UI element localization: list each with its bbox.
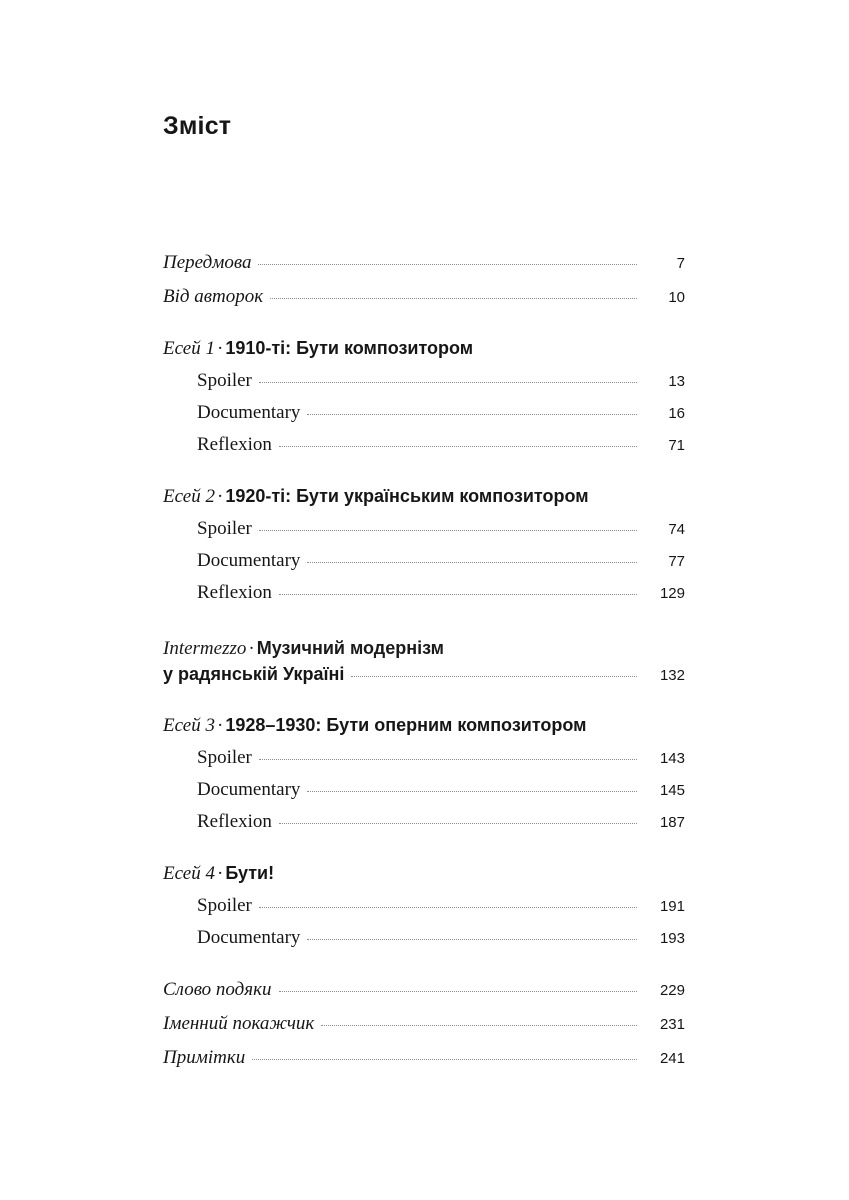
toc-intermezzo-heading-line1: Музичний модернізм	[256, 638, 444, 658]
toc-essay-title	[163, 715, 586, 737]
toc-subentry-documentary-2[interactable]	[197, 550, 685, 572]
toc-subentry-reflexion-2[interactable]	[197, 582, 685, 604]
toc-essay-separator: ·	[216, 486, 224, 507]
toc-subentry-page: 129	[659, 585, 685, 602]
toc-subentry-label: Documentary	[197, 550, 301, 571]
toc-subentry-label: Reflexion	[197, 582, 272, 603]
toc-subentry-spoiler-3[interactable]	[197, 747, 685, 769]
toc-subentry-page: 193	[659, 929, 685, 947]
toc-entry-label: Передмова	[163, 252, 252, 273]
toc-subentry-documentary-3[interactable]	[197, 779, 685, 801]
toc-essay-separator: ·	[216, 714, 224, 736]
toc-essay-heading-1[interactable]	[163, 338, 685, 360]
toc-entry-notes[interactable]	[163, 1047, 685, 1069]
toc-essay-separator: ·	[216, 862, 224, 884]
toc-entry-page: 7	[676, 255, 685, 272]
toc-entry-page: 241	[659, 1049, 685, 1067]
toc-essay-marker: Есей 3	[163, 714, 215, 736]
toc-subentry-page: 187	[659, 813, 685, 831]
toc-essay-heading-2[interactable]	[163, 486, 685, 508]
toc-subentry-page: 71	[668, 437, 685, 454]
toc-entry-name-index[interactable]	[163, 1013, 685, 1035]
toc-entry-label: Іменний покажчик	[163, 1012, 315, 1034]
toc-intermezzo-page: 132	[659, 666, 685, 684]
toc-intermezzo-separator: ·	[248, 638, 255, 659]
toc-subentry-page: 13	[668, 373, 685, 390]
toc-subentry-page: 143	[659, 749, 685, 767]
toc-subentry-spoiler-4[interactable]	[197, 895, 685, 917]
leader-dots	[259, 382, 637, 383]
leader-dots	[279, 991, 637, 992]
toc-subentry-label: Spoiler	[197, 894, 252, 916]
leader-dots	[279, 594, 637, 595]
toc-essay-marker: Есей 4	[163, 862, 215, 884]
toc-subentry-label: Documentary	[197, 926, 301, 948]
toc-essay-title	[163, 863, 274, 885]
toc-intermezzo-line-1	[163, 635, 685, 664]
toc-entry-label: Слово подяки	[163, 978, 272, 1000]
toc-subentry-label: Spoiler	[197, 746, 252, 768]
toc-intermezzo-label	[163, 664, 344, 685]
leader-dots	[321, 1025, 637, 1026]
toc-essay-marker: Есей 1	[163, 338, 215, 359]
toc-essay-title	[163, 486, 589, 508]
toc-subentry-page: 77	[668, 553, 685, 570]
leader-dots	[307, 414, 637, 415]
toc-subentry-label: Documentary	[197, 778, 301, 800]
toc-subentry-reflexion-1[interactable]	[197, 434, 685, 456]
toc-entry-page: 229	[659, 981, 685, 999]
toc-subentry-label: Documentary	[197, 402, 301, 423]
page-title: Зміст	[163, 112, 232, 140]
toc-entry-label: Від авторок	[163, 286, 264, 307]
toc-essay-heading-3[interactable]	[163, 715, 685, 737]
toc-entry-label: Примітки	[163, 1046, 246, 1068]
leader-dots	[279, 446, 637, 447]
toc-subentry-label: Reflexion	[197, 434, 272, 455]
toc-subentry-page: 16	[668, 405, 685, 422]
toc-subentry-label: Reflexion	[197, 810, 272, 832]
leader-dots	[307, 791, 637, 792]
toc-intermezzo-entry[interactable]	[163, 635, 685, 685]
toc-entry-foreword[interactable]	[163, 252, 685, 274]
toc-intermezzo-line-2	[163, 664, 685, 685]
toc-subentry-page: 191	[659, 897, 685, 915]
leader-dots	[279, 823, 637, 824]
toc-subentry-documentary-1[interactable]	[197, 402, 685, 424]
toc-essay-title	[163, 338, 473, 360]
toc-essay-heading-text: 1928–1930: Бути оперним композитором	[225, 714, 587, 735]
toc-subentry-documentary-4[interactable]	[197, 927, 685, 949]
leader-dots	[252, 1059, 637, 1060]
toc-essay-separator: ·	[216, 338, 224, 359]
table-of-contents	[163, 252, 685, 1081]
toc-essay-heading-4[interactable]	[163, 863, 685, 885]
toc-subentry-label: Spoiler	[197, 370, 252, 391]
toc-essay-heading-text: 1910-ті: Бути композитором	[225, 338, 474, 358]
leader-dots	[259, 530, 637, 531]
toc-subentry-page: 74	[668, 521, 685, 538]
leader-dots	[259, 759, 637, 760]
toc-subentry-spoiler-2[interactable]	[197, 518, 685, 540]
leader-dots	[307, 939, 637, 940]
toc-subentry-reflexion-3[interactable]	[197, 811, 685, 833]
toc-essay-heading-text: 1920-ті: Бути українським композитором	[225, 486, 589, 506]
leader-dots	[258, 264, 637, 265]
toc-intermezzo-heading-line2: у радянській Україні	[163, 663, 345, 684]
toc-essay-marker: Есей 2	[163, 486, 215, 507]
toc-subentry-label: Spoiler	[197, 518, 252, 539]
toc-entry-page: 10	[668, 289, 685, 306]
leader-dots	[351, 676, 637, 677]
toc-subentry-spoiler-1[interactable]	[197, 370, 685, 392]
toc-essay-heading-text: Бути!	[225, 862, 275, 883]
leader-dots	[270, 298, 637, 299]
toc-intermezzo-marker: Intermezzo	[163, 638, 247, 659]
leader-dots	[307, 562, 637, 563]
leader-dots	[259, 907, 637, 908]
toc-entry-from-authors[interactable]	[163, 286, 685, 308]
toc-entry-page: 231	[659, 1015, 685, 1033]
toc-subentry-page: 145	[659, 781, 685, 799]
toc-entry-acknowledgements[interactable]	[163, 979, 685, 1001]
